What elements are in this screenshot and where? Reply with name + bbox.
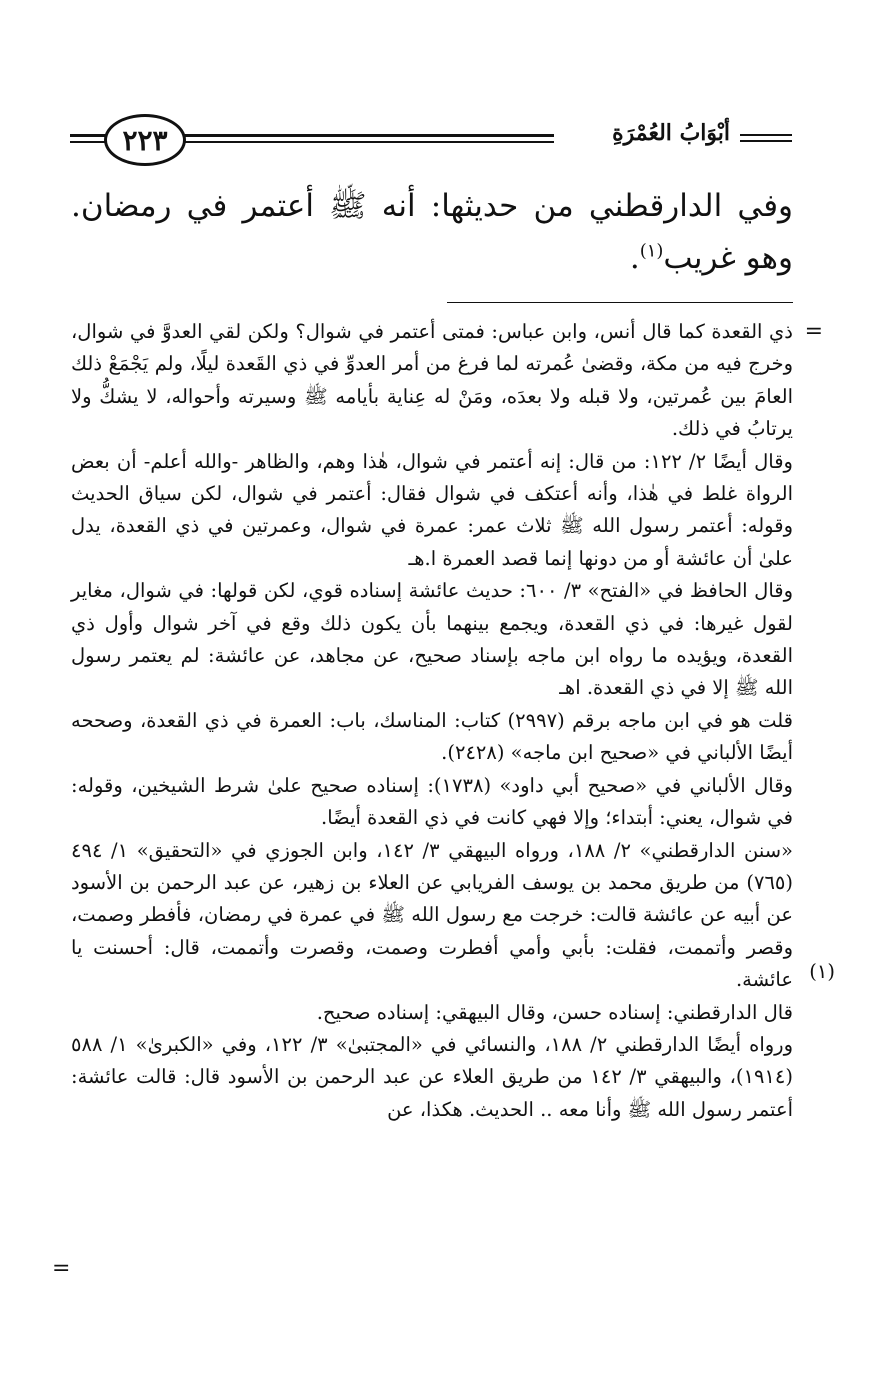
footnote-paragraph: وقال الألباني في «صحيح أبي داود» (١٧٣٨): إسناده صحيح علىٰ شرط الشيخين، وقوله: في شوال، يعني: أبتداء؛ وإلا فهي كانت في ذي القعدة أيضًا. [71, 773, 793, 830]
continuation-end-mark: = [52, 1256, 71, 1281]
footnote-reference: (١) [639, 240, 664, 262]
footnote-number: (١) [809, 960, 835, 983]
header-rule [740, 140, 792, 142]
footnote-separator [447, 302, 793, 303]
main-text [71, 180, 793, 284]
footnote-paragraph: وقال الحافظ في «الفتح» ٣/ ٦٠٠: حديث عائشة إسناده قوي، لكن قولها: في شوال، مغاير لقول غيرها: في ذي القعدة، ويجمع بينهما بأن يكون ذلك وقع في آخر شوال وأول ذي القعدة، ويؤيده ما رواه ابن ماجه بإسناد صحيح، عن مجاهد، عن عائشة: لم يعتمر رسول الله ﷺ إلا في ذي القعدة. اهـ [71, 579, 794, 700]
chapter-title: أبْوَابُ العُمْرَةِ [612, 120, 730, 146]
page-number-badge [104, 114, 186, 166]
footnote-paragraph: «سنن الدارقطني» ٢/ ١٨٨، ورواه البيهقي ٣/ ١٤٢، وابن الجوزي في «التحقيق» ١/ ٤٩٤ (٧٦٥) من طريق محمد بن يوسف الفريابي عن العلاء بن زهير، عن عبد الرحمن بن الأسود عن أبيه عن عائشة قالت: خرجت مع رسول الله ﷺ في عمرة في رمضان، فأفطر وصمت، وقصر وأتممت، فقلت: بأبي وأمي أفطرت وصمت، وقصرت وأتممت، قال: أحسنت يا عائشة. [71, 838, 793, 992]
main-text-body: وفي الدارقطني من حديثها: أنه ﷺ أعتمر في رمضان. وهو غريب [71, 188, 793, 276]
header-rule [740, 134, 792, 136]
footnote-paragraph: وقال أيضًا ٢/ ١٢٢: من قال: إنه أعتمر في شوال، هٰذا وهم، والظاهر -والله أعلم- أن بعض الرواة غلط في هٰذا، وأنه أعتكف في شوال فقال: أعتمر في شوال، لكن سياق الحديث وقوله: أعتمر رسول الله ﷺ ثلاث عمر: عمرة في شوال، وعمرتين في ذي القعدة، يدل علىٰ أن عائشة أو من دونها إنما قصد العمرة ا.هـ [71, 449, 793, 570]
footnote-paragraph: ورواه أيضًا الدارقطني ٢/ ١٨٨، والنسائي في «المجتبىٰ» ٣/ ١٢٢، وفي «الكبرىٰ» ١/ ٥٨٨ (١٩١٤)، والبيهقي ٣/ ١٤٢ من طريق العلاء عن عبد الرحمن بن الأسود قال: قالت عائشة: أعتمر رسول الله ﷺ وأنا معه .. الحديث. هكذا، عن [71, 1032, 793, 1121]
header-rule [174, 134, 554, 137]
footnotes [71, 316, 793, 1126]
footnote-paragraph: قلت هو في ابن ماجه برقم (٢٩٩٧) كتاب: المناسك، باب: العمرة في ذي القعدة، وصححه أيضًا الألباني في «صحيح ابن ماجه» (٢٤٢٨). [71, 708, 793, 765]
footnote-paragraph: قال الدارقطني: إسناده حسن، وقال البيهقي: إسناده صحيح. [316, 1000, 793, 1024]
page-header [70, 110, 792, 170]
footnote-paragraph: ذي القعدة كما قال أنس، وابن عباس: فمتى أعتمر في شوال؟ ولكن لقي العدوَّ في شوال، وخرج فيه من مكة، وقضىٰ عُمرته لما فرغ من أمر العدوِّ في ذي القَعدة ليلًا، ولم يَجْمَعْ ذلك العامَ بين عُمرتين، ولا قبله ولا بعدَه، ومَنْ له عِناية بأيامه ﷺ وسيرته وأحواله، لا يشكُّ ولا يرتابُ في ذلك. [71, 320, 793, 441]
continuation-mark: = [804, 319, 823, 344]
main-text-end: . [629, 240, 640, 276]
header-rule [174, 141, 554, 143]
page-number: ٢٢٣ [122, 123, 168, 157]
